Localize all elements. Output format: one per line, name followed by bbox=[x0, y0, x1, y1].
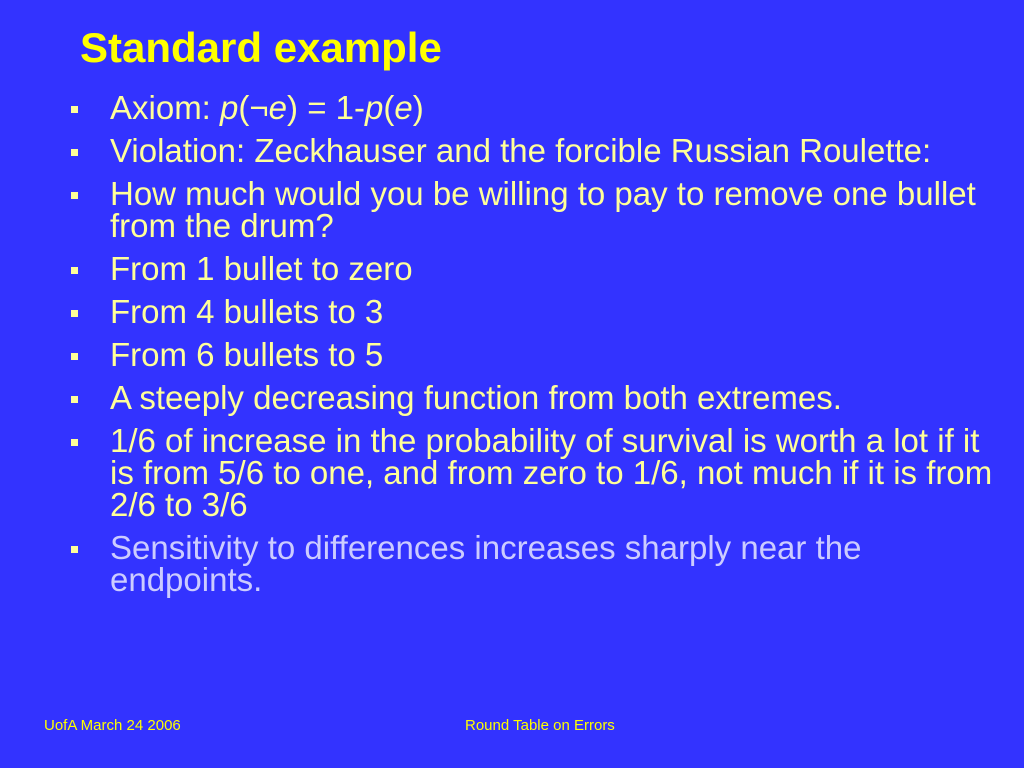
square-bullet-icon bbox=[71, 106, 78, 113]
bullet-six-to-five bbox=[70, 336, 1000, 373]
bullet-text: From 1 bullet to zero bbox=[110, 250, 413, 287]
bullet-probability bbox=[70, 422, 1000, 523]
square-bullet-icon bbox=[71, 546, 78, 553]
square-bullet-icon bbox=[71, 439, 78, 446]
axiom-equals: ) = 1- bbox=[287, 89, 365, 126]
bullet-text: 1/6 of increase in the probability of survival is worth a lot if it is from 5/6 to one, and from zero to 1/6, not much if it is from 2/6 to 3/6 bbox=[110, 422, 993, 523]
axiom-p: p bbox=[220, 89, 239, 126]
bullet-text: From 4 bullets to 3 bbox=[110, 293, 384, 330]
bullet-text: Violation: Zeckhauser and the forcible Russian Roulette: bbox=[110, 132, 932, 169]
square-bullet-icon bbox=[71, 353, 78, 360]
axiom-p2: p bbox=[364, 89, 384, 126]
not-symbol: ¬ bbox=[249, 89, 269, 126]
axiom-paren2: ( bbox=[383, 89, 395, 126]
bullet-question bbox=[70, 175, 1000, 244]
square-bullet-icon bbox=[71, 267, 78, 274]
bullet-text: Sensitivity to differences increases sharply near the endpoints. bbox=[110, 529, 862, 598]
axiom-label: Axiom: bbox=[110, 89, 221, 126]
axiom-e2: e bbox=[394, 89, 413, 126]
bullet-one-to-zero bbox=[70, 250, 1000, 287]
bullet-text: From 6 bullets to 5 bbox=[110, 336, 384, 373]
square-bullet-icon bbox=[71, 192, 78, 199]
bullet-axiom bbox=[70, 89, 1000, 126]
bullet-text: A steeply decreasing function from both extremes. bbox=[110, 379, 842, 416]
square-bullet-icon bbox=[71, 396, 78, 403]
footer-date: UofA March 24 2006 bbox=[44, 717, 181, 734]
slide-title: Standard example bbox=[80, 24, 442, 71]
bullet-steep-function bbox=[70, 379, 1000, 416]
square-bullet-icon bbox=[71, 149, 78, 156]
square-bullet-icon bbox=[71, 310, 78, 317]
axiom-paren: ( bbox=[238, 89, 250, 126]
axiom-e: e bbox=[268, 89, 288, 126]
bullet-violation bbox=[70, 132, 1000, 169]
bullet-list bbox=[70, 89, 1000, 607]
bullet-sensitivity bbox=[70, 529, 1000, 598]
bullet-four-to-three bbox=[70, 293, 1000, 330]
footer-event: Round Table on Errors bbox=[465, 717, 615, 734]
bullet-text: How much would you be willing to pay to remove one bullet from the drum? bbox=[110, 175, 976, 244]
axiom-paren-close: ) bbox=[412, 89, 424, 126]
